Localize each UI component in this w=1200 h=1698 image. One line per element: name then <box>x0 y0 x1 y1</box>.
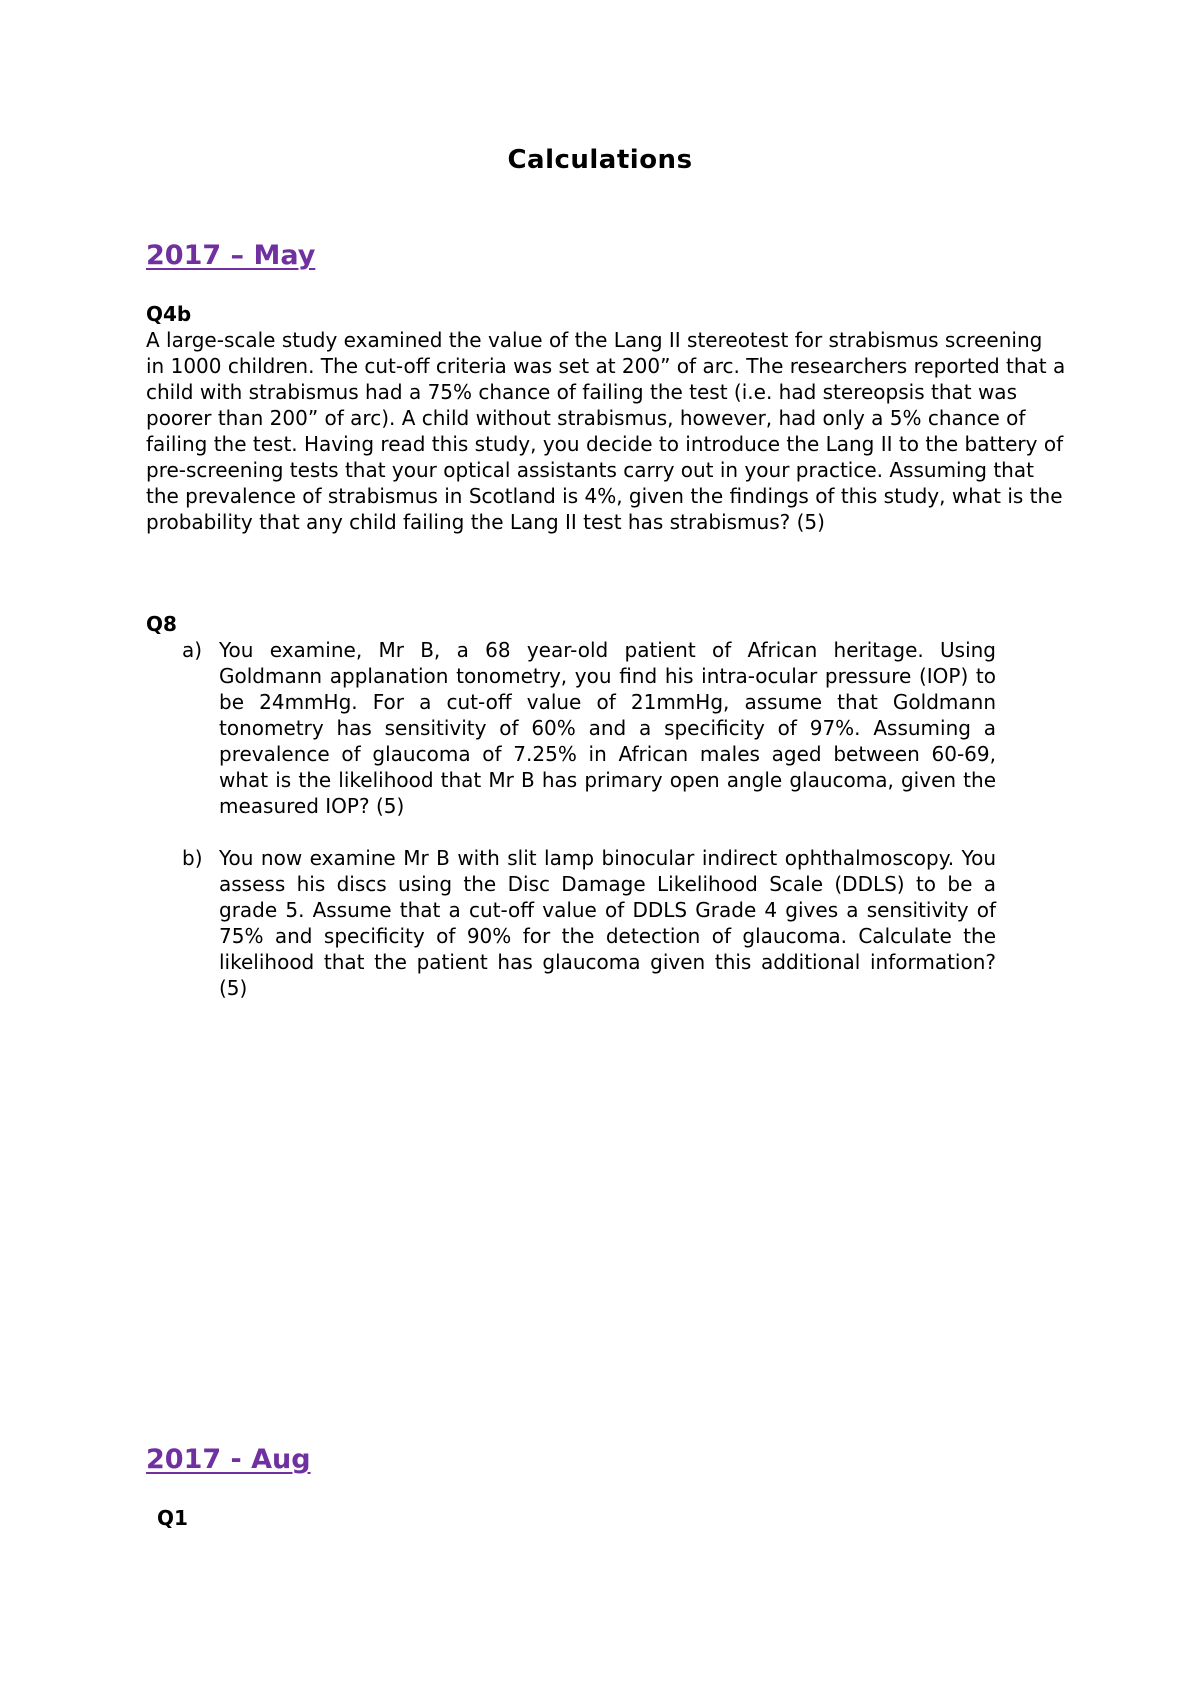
question-text-q8-a: You examine, Mr B, a 68 year-old patient of African heritage. Using Goldmann applanation tonometry, you find his intra-ocular pressure (IOP) to be 24mmHg. For a cut-off value of 21mmHg, assume that Goldmann tonometry has sensitivity of 60% and a specificity of 97%. Assuming a prevalence of glaucoma of 7.25% in African males aged between 60-69, what is the likelihood that Mr B has primary open angle glaucoma, given the measured IOP? (5) <box>219 638 996 818</box>
question-label-q8: Q8 <box>146 612 177 636</box>
list-item-q8-b <box>182 845 996 1001</box>
list-item-q8-a <box>182 637 996 819</box>
section-heading-2017-aug: 2017 - Aug <box>146 1444 311 1475</box>
question-text-q4b: A large-scale study examined the value of the Lang II stereotest for strabismus screening in 1000 children. The cut-off criteria was set at 200” of arc. The researchers reported that a child with strabismus had a 75% chance of failing the test (i.e. had stereopsis that was poorer than 200” of arc). A child without strabismus, however, had only a 5% chance of failing the test. Having read this study, you decide to introduce the Lang II to the battery of pre-screening tests that your optical assistants carry out in your practice. Assuming that the prevalence of strabismus in Scotland is 4%, given the findings of this study, what is the probability that any child failing the Lang II test has strabismus? (5) <box>146 328 1066 534</box>
section-heading-2017-may: 2017 – May <box>146 240 316 271</box>
question-text-q8-b: You now examine Mr B with slit lamp binocular indirect ophthalmoscopy. You assess his discs using the Disc Damage Likelihood Scale (DDLS) to be a grade 5. Assume that a cut-off value of DDLS Grade 4 gives a sensitivity of 75% and specificity of 90% for the detection of glaucoma. Calculate the likelihood that the patient has glaucoma given this additional information? (5) <box>219 846 996 1000</box>
document-title: Calculations <box>507 145 693 175</box>
question-label-q1: Q1 <box>157 1506 188 1530</box>
list-marker: a) <box>182 638 203 662</box>
question-label-q4b: Q4b <box>146 302 192 326</box>
list-marker: b) <box>182 846 203 870</box>
